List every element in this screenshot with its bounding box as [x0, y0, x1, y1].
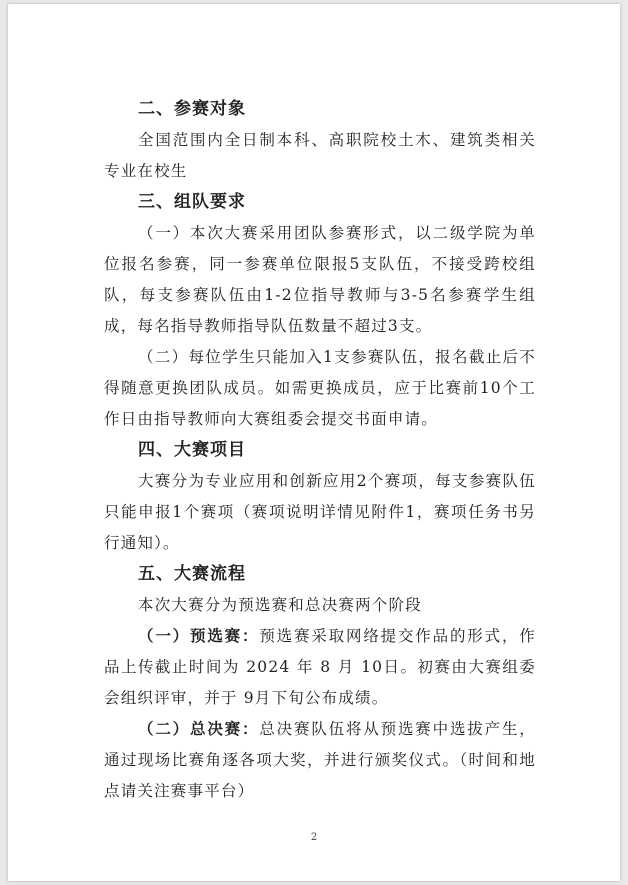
- participants-paragraph: 全国范围内全日制本科、高职院校土木、建筑类相关专业在校生: [104, 131, 536, 180]
- final-round-label: （二）总决赛：: [138, 720, 260, 738]
- process-intro-paragraph: 本次大赛分为预选赛和总决赛两个阶段: [138, 596, 422, 614]
- heading-participants: 二、参赛对象: [138, 99, 246, 119]
- document-body: [104, 94, 536, 807]
- final-round-text: 总决赛队伍将从预选赛中选拔产生，通过现场比赛角逐各项大奖，并进行颁奖仪式。（时间和地点请关注赛事平台）: [104, 720, 537, 800]
- page-number: 2: [310, 832, 318, 843]
- final-round-paragraph: [104, 714, 536, 807]
- team-requirements-paragraph-1: （一）本次大赛采用团队参赛形式，以二级学院为单位报名参赛，同一参赛单位限报5支队伍，不接受跨校组队，每支参赛队伍由1-2位指导教师与3-5名参赛学生组成，每名指导教师指导队伍数量不超过3支。: [104, 224, 536, 335]
- preliminary-round-label: （一）预选赛：: [138, 627, 260, 645]
- heading-team-requirements: 三、组队要求: [138, 192, 246, 212]
- team-requirements-paragraph-2: （二）每位学生只能加入1支参赛队伍，报名截止后不得随意更换团队成员。如需更换成员，应于比赛前10个工作日由指导教师向大赛组委会提交书面申请。: [104, 348, 536, 428]
- preliminary-round-paragraph: [104, 621, 536, 714]
- heading-competition-items: 四、大赛项目: [138, 440, 246, 460]
- preliminary-round-text: 预选赛采取网络提交作品的形式，作品上传截止时间为 2024 年 8 月 10日。初赛由大赛组委会组织评审，并于 9月下旬公布成绩。: [104, 627, 537, 707]
- competition-items-paragraph: 大赛分为专业应用和创新应用2个赛项，每支参赛队伍只能申报1个赛项（赛项说明详情见附件1，赛项任务书另行通知）。: [104, 472, 536, 552]
- document-page: [8, 4, 620, 881]
- heading-competition-process: 五、大赛流程: [138, 564, 246, 584]
